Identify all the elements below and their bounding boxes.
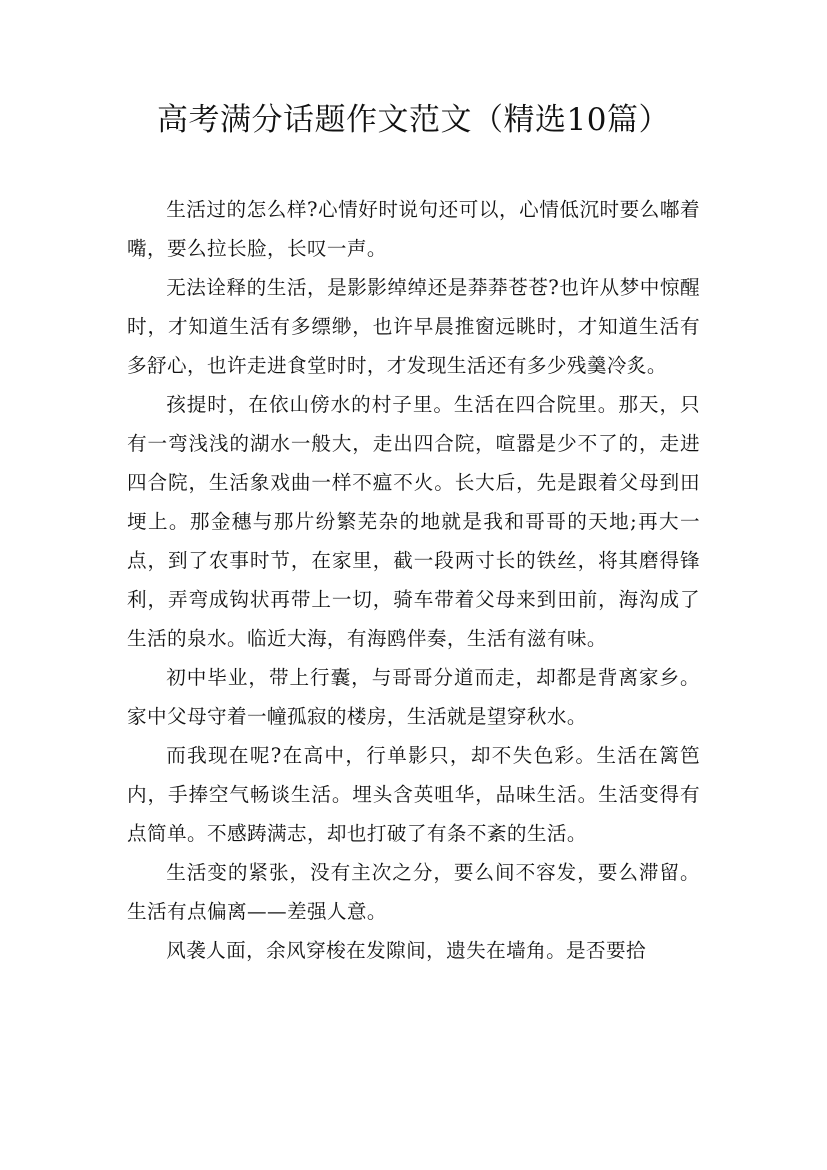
paragraph-7: 风袭人面，余风穿梭在发隙间，遗失在墙角。是否要拾 xyxy=(166,939,647,962)
document-body xyxy=(127,190,700,970)
paragraph-4: 初中毕业，带上行囊，与哥哥分道而走，却都是背离家乡。家中父母守着一幢孤寂的楼房，生活就是望穿秋水。 xyxy=(127,666,700,728)
paragraph-2: 无法诠释的生活，是影影绰绰还是莽莽苍苍?也许从梦中惊醒时，才知道生活有多缥缈，也许早晨推窗远眺时，才知道生活有多舒心，也许走进食堂时时，才发现生活还有多少残羹冷炙。 xyxy=(127,276,700,377)
document-title: 高考满分话题作文范文（精选10篇） xyxy=(157,102,670,138)
paragraph-5: 而我现在呢?在高中，行单影只，却不失色彩。生活在篱笆内，手捧空气畅谈生活。埋头含英咀华，品味生活。生活变得有点简单。不感踌满志，却也打破了有条不紊的生活。 xyxy=(127,744,700,845)
paragraph-6: 生活变的紧张，没有主次之分，要么间不容发，要么滞留。生活有点偏离——差强人意。 xyxy=(127,861,700,923)
paragraph-1: 生活过的怎么样?心情好时说句还可以，心情低沉时要么嘟着嘴，要么拉长脸，长叹一声。 xyxy=(127,198,700,260)
paragraph-3: 孩提时，在依山傍水的村子里。生活在四合院里。那天，只有一弯浅浅的湖水一般大，走出四合院，喧嚣是少不了的，走进四合院，生活象戏曲一样不瘟不火。长大后，先是跟着父母到田埂上。那金穗与那片纷繁芜杂的地就是我和哥哥的天地;再大一点，到了农事时节，在家里，截一段两寸长的铁丝，将其磨得锋利，弄弯成钩状再带上一切，骑车带着父母来到田前，海沟成了生活的泉水。临近大海，有海鸥伴奏，生活有滋有味。 xyxy=(127,393,700,650)
